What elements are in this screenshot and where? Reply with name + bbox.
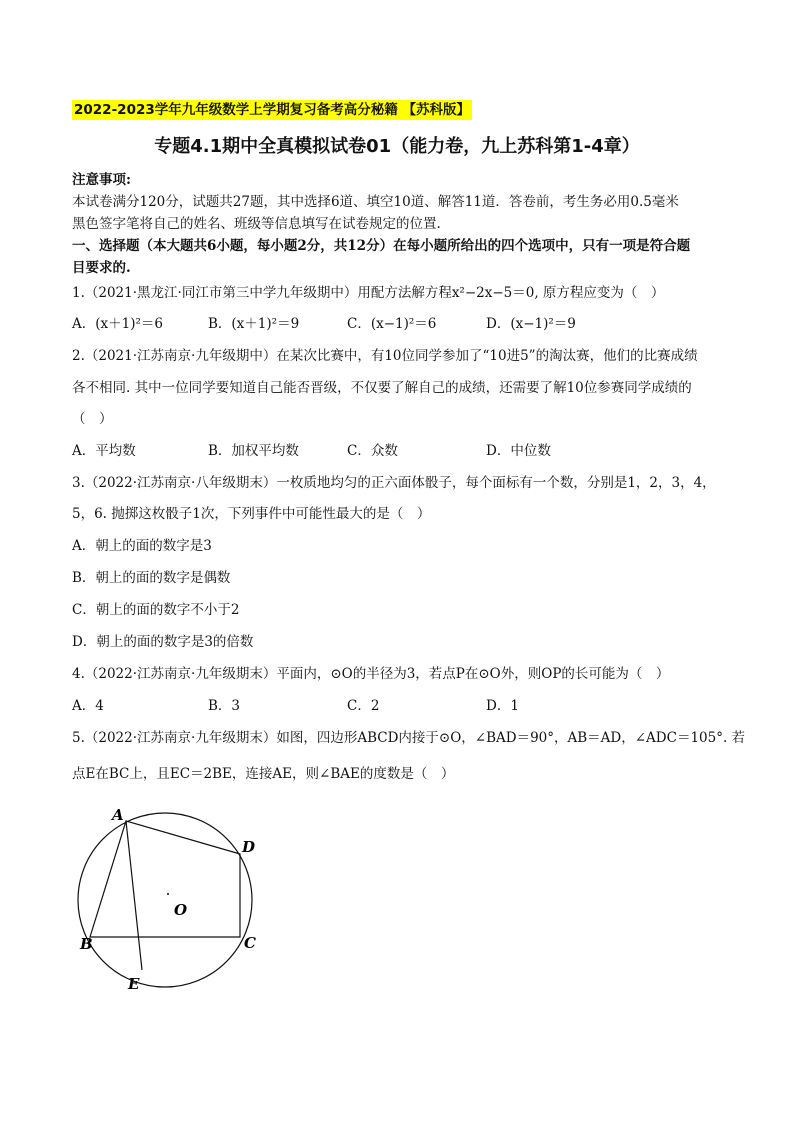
q4-option-b: B．3 (208, 698, 241, 714)
page-title: 专题4.1期中全真模拟试卷01（能力卷，九上苏科第1-4章） (154, 136, 640, 157)
section-heading-line-1: 一、选择题（本大题共6小题，每小题2分，共12分）在每小题所给出的四个选项中，只有一项是符合题 (72, 238, 691, 254)
q2-option-b: B．加权平均数 (208, 443, 299, 459)
label-c: C (244, 934, 256, 952)
q2-option-d: D．中位数 (486, 443, 551, 459)
circle-o (78, 813, 252, 987)
notice-heading: 注意事项: (72, 172, 131, 188)
q4-stem: 4.（2022·江苏南京·九年级期末）平面内，⊙O的半径为3，若点P在⊙O外，则OP的长可能为（ ） (72, 666, 670, 682)
q1-option-c: C．(x−1)²＝6 (347, 316, 437, 332)
q3-option-c: C．朝上的面的数字不小于2 (72, 602, 240, 618)
q2-line-3: （ ） (72, 411, 113, 427)
center-point (167, 893, 169, 895)
q3-line-1: 3.（2022·江苏南京·八年级期末）一枚质地均匀的正六面体骰子，每个面标有一个数，分别是1，2，3，4， (72, 475, 716, 491)
series-banner: 2022-2023学年九年级数学上学期复习备考高分秘籍 【苏科版】 (74, 102, 470, 118)
segment-ae (126, 821, 142, 970)
label-b: B (80, 935, 93, 953)
q1-option-a: A．(x＋1)²＝6 (72, 316, 163, 332)
section-heading-line-2: 目要求的. (72, 260, 131, 276)
q1-stem: 1.（2021·黑龙江·同江市第三中学九年级期中）用配方法解方程x²−2x−5＝0, 原方程应变为（ ） (72, 285, 665, 301)
notice-line-2: 黑色签字笔将自己的姓名、班级等信息填写在试卷规定的位置. (72, 216, 441, 232)
q4-option-d: D．1 (486, 698, 519, 714)
label-e: E (128, 975, 140, 993)
q1-option-b: B．(x＋1)²＝9 (208, 316, 300, 332)
label-o: O (174, 901, 188, 919)
q5-line-1: 5.（2022·江苏南京·九年级期末）如图，四边形ABCD内接于⊙O，∠BAD＝90°，AB＝AD，∠ADC＝105°. 若 (72, 730, 746, 746)
q3-option-d: D．朝上的面的数字是3的倍数 (72, 634, 254, 650)
q2-line-2: 各不相同. 其中一位同学要知道自己能否晋级，不仅要了解自己的成绩，还需要了解10位参赛同学成绩的 (72, 380, 692, 396)
q3-option-a: A．朝上的面的数字是3 (72, 538, 212, 554)
notice-line-1: 本试卷满分120分，试题共27题，其中选择6道、填空10道、解答11道．答卷前，考生务必用0.5毫米 (72, 194, 679, 210)
q4-option-a: A．4 (72, 698, 104, 714)
q3-option-b: B．朝上的面的数字是偶数 (72, 570, 231, 586)
label-d: D (242, 838, 256, 856)
q3-line-2: 5，6. 抛掷这枚骰子1次，下列事件中可能性最大的是（ ） (72, 506, 431, 522)
q1-option-d: D．(x−1)²＝9 (486, 316, 576, 332)
q2-line-1: 2.（2021·江苏南京·九年级期中）在某次比赛中，有10位同学参加了“10进5”的淘汰赛，他们的比赛成绩 (72, 348, 698, 364)
label-a: A (112, 806, 124, 824)
q2-option-a: A．平均数 (72, 443, 136, 459)
q5-line-2: 点E在BC上，且EC＝2BE，连接AE，则∠BAE的度数是（ ） (72, 766, 455, 782)
q2-option-c: C．众数 (347, 443, 398, 459)
quadrilateral-abcd (90, 821, 240, 937)
geometry-figure (70, 800, 270, 1000)
q4-option-c: C．2 (347, 698, 380, 714)
